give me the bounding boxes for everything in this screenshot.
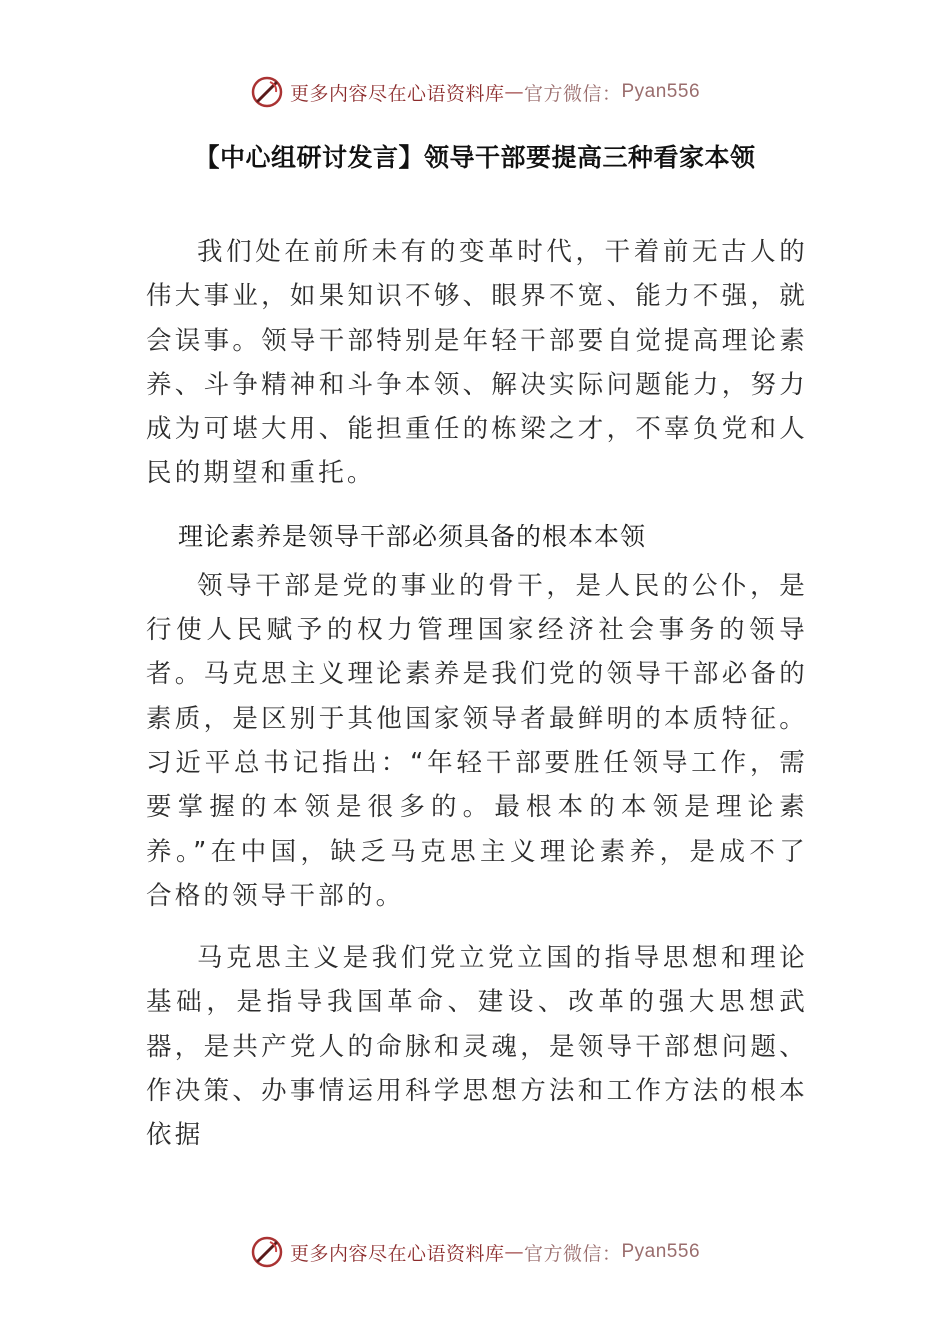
paragraph-3: 马克思主义是我们党立党立国的指导思想和理论基础，是指导我国革命、建设、改革的强大思想武器，是共产党人的命脉和灵魂，是领导干部想问题、作决策、办事情运用科学思想方法和工作方法的根本依据 xyxy=(146,943,808,1151)
paragraph-2: 领导干部是党的事业的骨干，是人民的公仆，是行使人民赋予的权力管理国家经济社会事务的领导者。马克思主义理论素养是我们党的领导干部必备的素质，是区别于其他国家领导者最鲜明的本质特征。习近平总书记指出：“年轻干部要胜任领导工作，需要掌握的本领是很多的。最根本的本领是理论素养。”在中国，缺乏马克思主义理论素养，是成不了合格的领导干部的。 xyxy=(146,570,808,911)
logo-icon xyxy=(250,75,284,109)
footer-banner xyxy=(0,1234,950,1270)
section-heading-1: 理论素养是领导干部必须具备的根本本领 xyxy=(178,521,647,551)
header-wechat-label: 官方微信： xyxy=(523,82,622,105)
paragraph-1: 我们处在前所未有的变革时代，干着前无古人的伟大事业，如果知识不够、眼界不宽、能力不强，就会误事。领导干部特别是年轻干部要自觉提高理论素养、斗争精神和斗争本领、解决实际问题能力，努力成为可堪大用、能担重任的栋梁之才，不辜负党和人民的期望和重托。 xyxy=(146,237,808,489)
footer-dash: — xyxy=(504,1241,524,1263)
document-title: 【中心组研讨发言】领导干部要提高三种看家本领 xyxy=(194,143,756,172)
header-site-text: 更多内容尽在心语资料库 xyxy=(289,82,505,105)
footer-wechat-label: 官方微信： xyxy=(523,1242,622,1265)
document-body xyxy=(146,230,808,1176)
header-banner xyxy=(0,74,950,110)
footer-site-text: 更多内容尽在心语资料库 xyxy=(289,1242,505,1265)
logo-icon xyxy=(250,1235,284,1269)
header-dash: — xyxy=(504,81,524,103)
header-account: Pyan556 xyxy=(621,81,701,102)
footer-account: Pyan556 xyxy=(621,1241,701,1262)
